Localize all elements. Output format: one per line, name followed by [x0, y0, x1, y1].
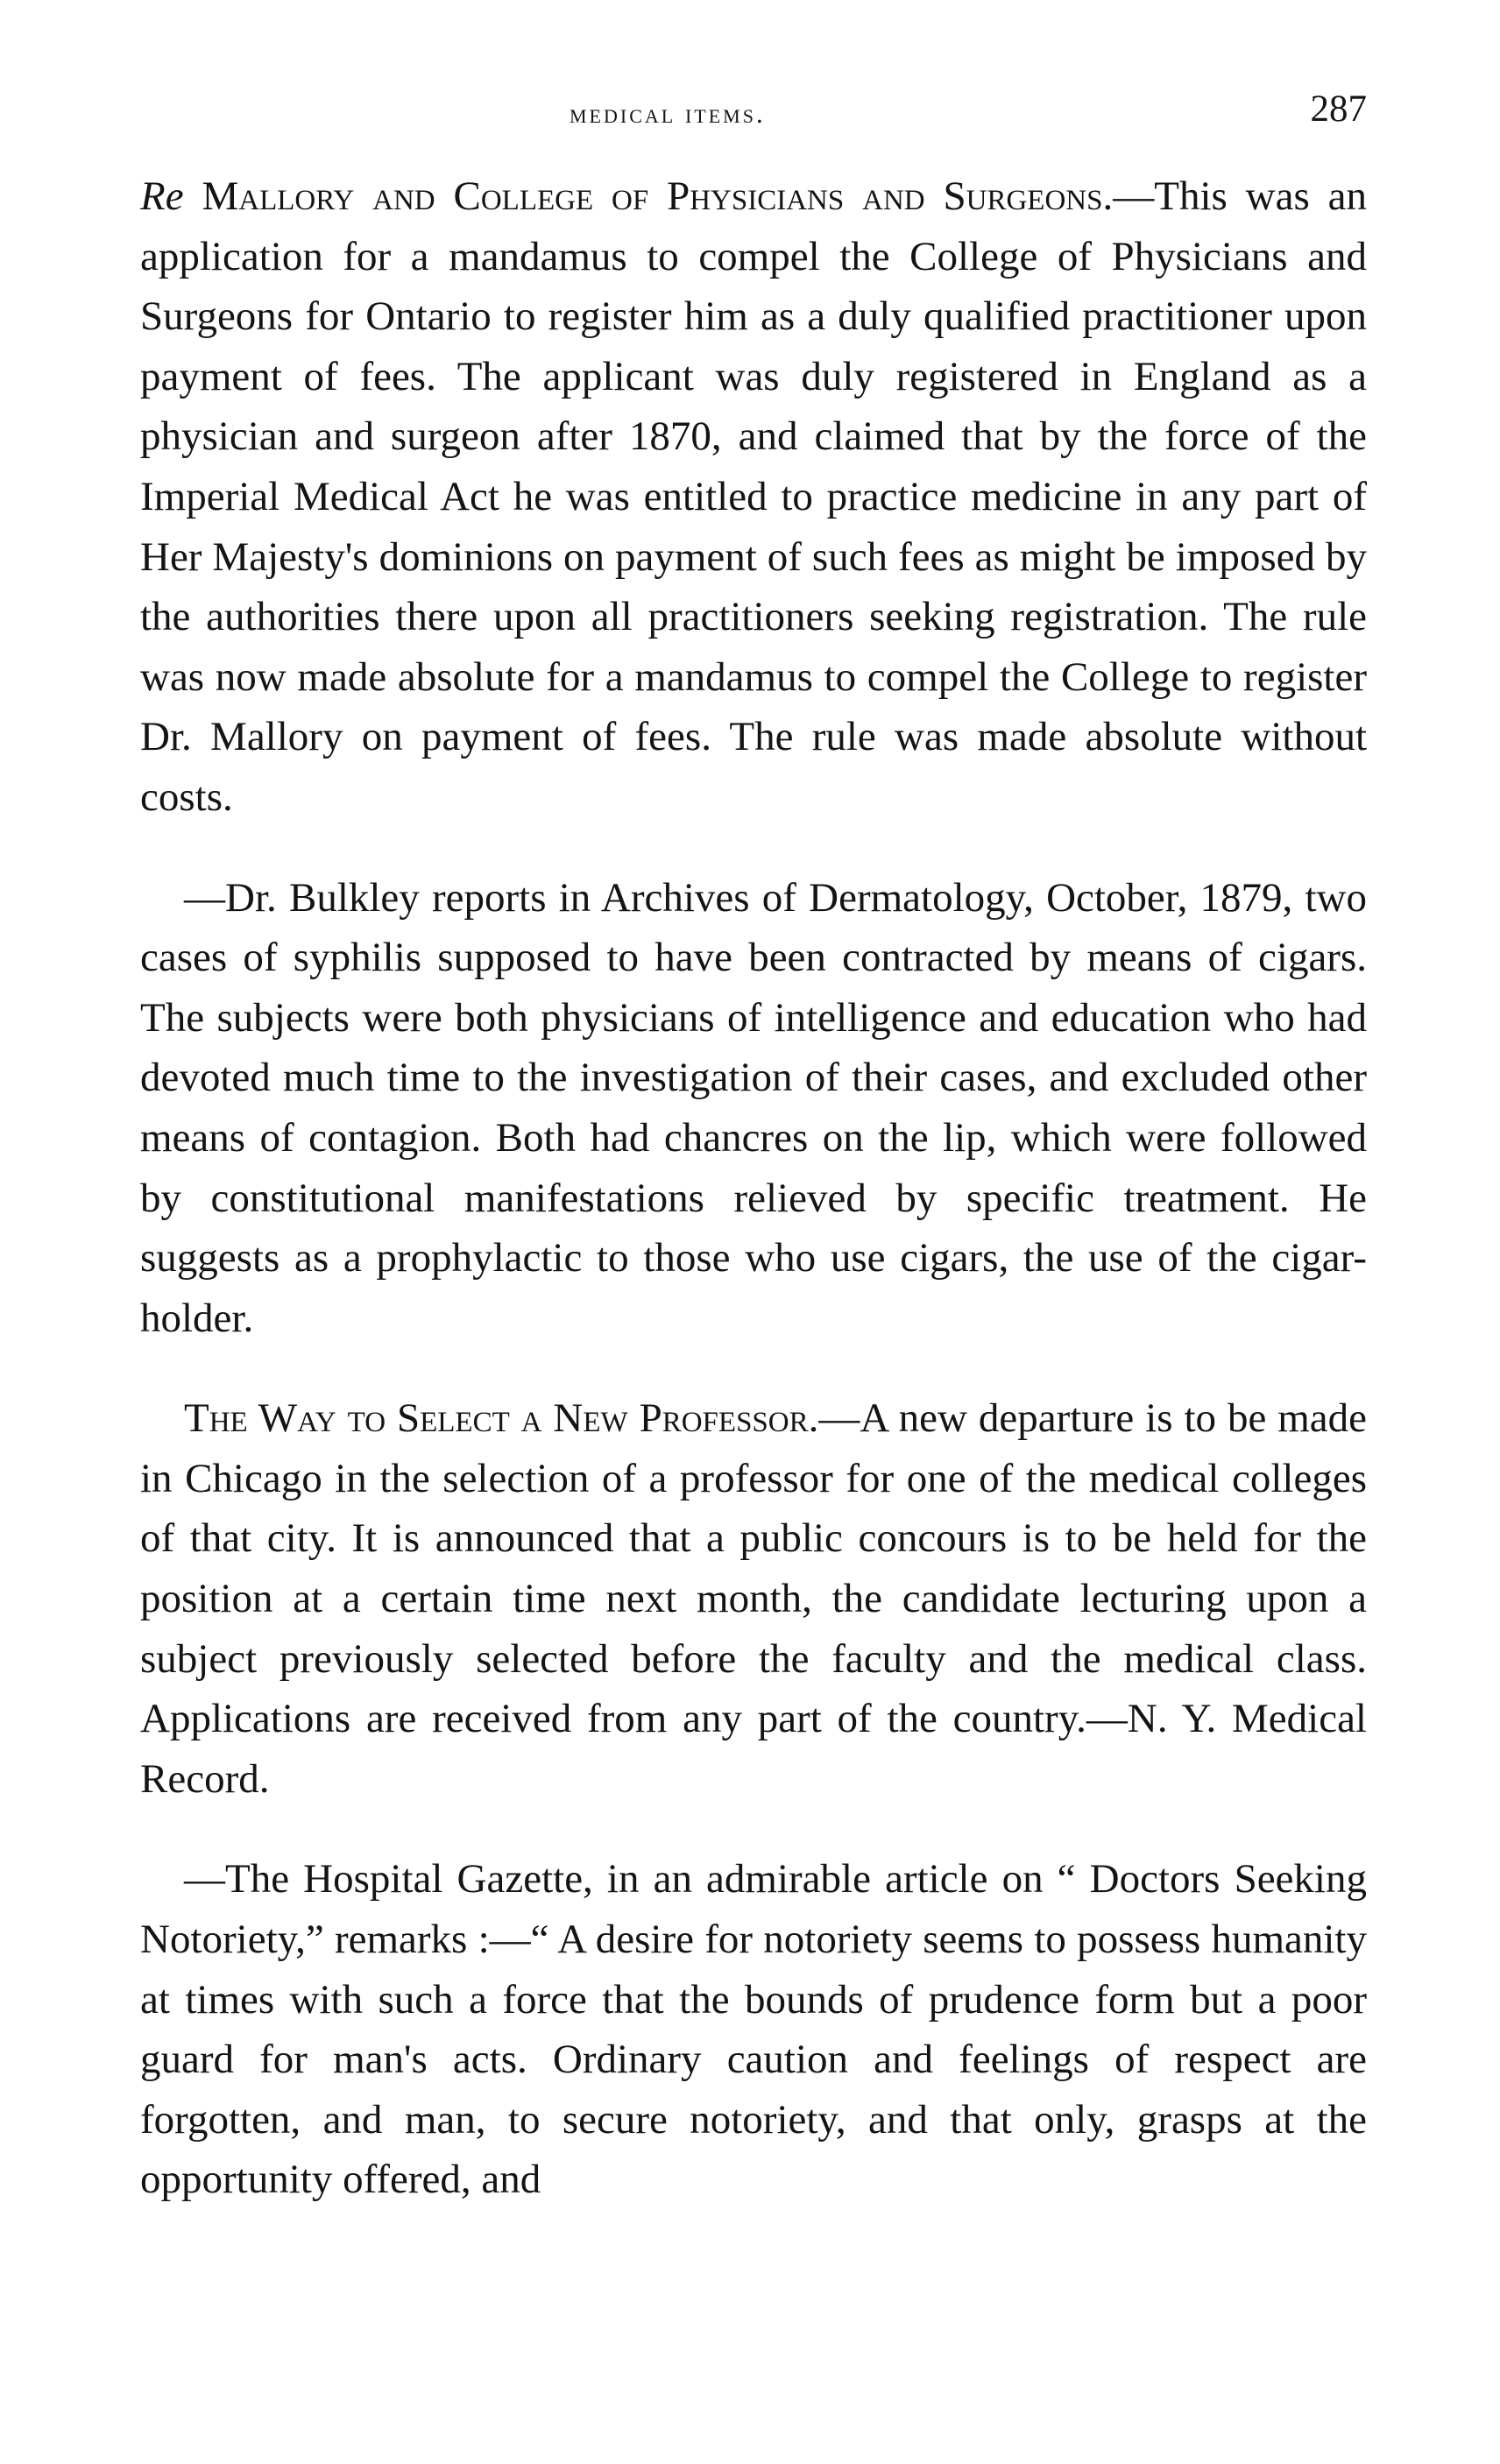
running-head: medical items.: [570, 98, 766, 129]
item-new-professor-head: The Way to Select a New Professor.: [184, 1395, 819, 1442]
item-new-professor-body: —A new departure is to be made in Chicago in the selection of a professor for one of the medical colleges of that city. It is announced that a public concours is to be held for the position at a certain time next month, the candidate lecturing upon a subject previously selected before the faculty and the medical class. Applications are received from any part of the country.—N. Y. Medical Record.: [140, 1395, 1367, 1802]
item-mallory-head-italic: Re: [140, 173, 184, 219]
item-mallory-body: —This was an application for a mandamus to compel the College of Physicians and Surgeons for Ontario to register him as a duly qualified practitioner upon payment of fees. The applicant was duly registered in England as a physician and surgeon after 1870, and claimed that by the force of the Imperial Medical Act he was entitled to practice medicine in any part of Her Majesty's dominions on payment of such fees as might be imposed by the authorities there upon all practitioners seeking registration. The rule was now made absolute for a mandamus to compel the College to register Dr. Mallory on payment of fees. The rule was made absolute without costs.: [140, 173, 1368, 820]
page-body: [140, 166, 1367, 2210]
item-mallory-head: Mallory and College of Physicians and Surgeons.: [183, 173, 1114, 219]
item-hospital-gazette: —The Hospital Gazette, in an admirable article on “ Doctors Seeking Notoriety,” remarks :—“ A desire for notoriety seems to possess humanity at times with such a force that the bounds of prudence form but a poor guard for man's acts. Ordinary caution and feelings of respect are forgotten, and man, to secure notoriety, and that only, grasps at the opportunity offered, and: [140, 1856, 1367, 2203]
page-number: 287: [1310, 88, 1367, 130]
item-bulkley: —Dr. Bulkley reports in Archives of Dermatology, October, 1879, two cases of syphilis supposed to have been contracted by means of cigars. The subjects were both physicians of intelligence and education who had devoted much time to the investigation of their cases, and excluded other means of contagion. Both had chancres on the lip, which were followed by constitutional manifestations relieved by specific treatment. He suggests as a prophylactic to those who use cigars, the use of the cigar-holder.: [140, 874, 1367, 1341]
item-new-professor: [140, 1388, 1367, 1809]
item-mallory: [140, 166, 1367, 828]
page-header: [140, 88, 1367, 140]
